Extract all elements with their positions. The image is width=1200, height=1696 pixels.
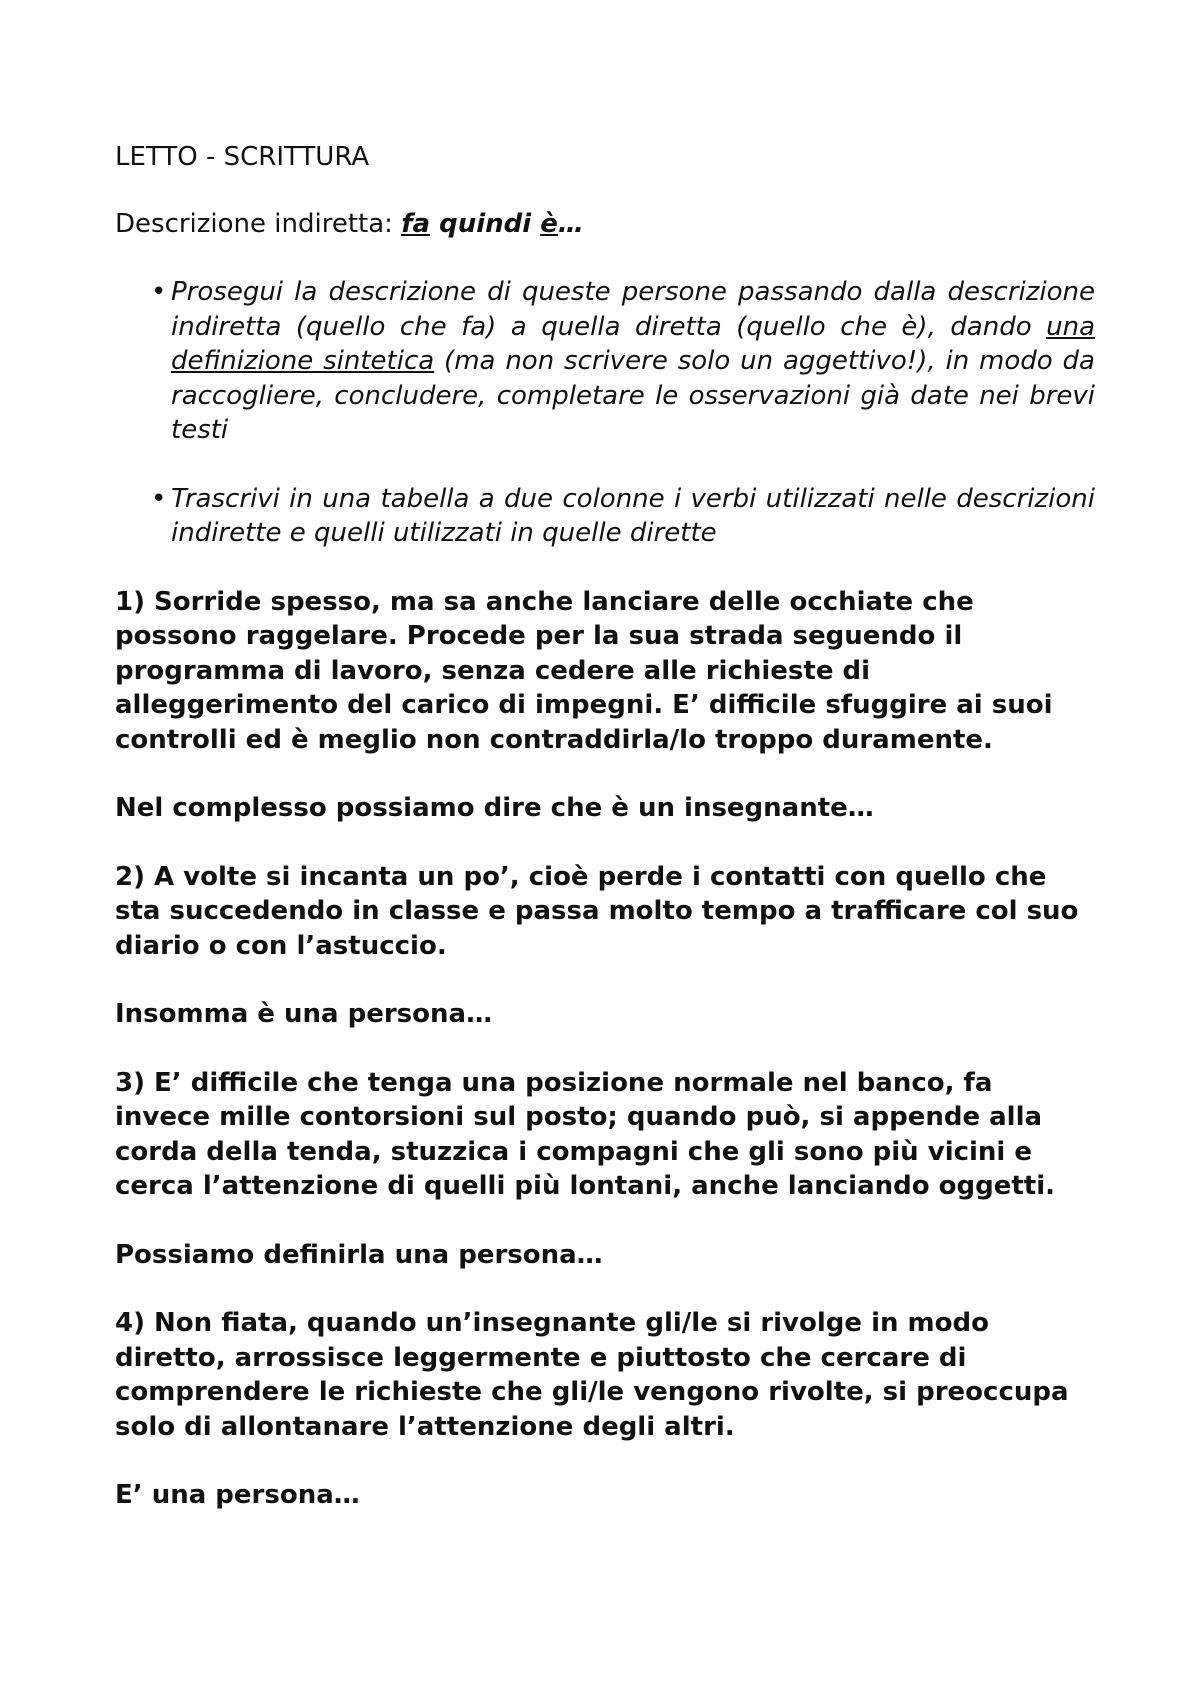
instruction-item	[115, 482, 1095, 551]
subtitle-quindi: quindi	[430, 208, 541, 239]
exercise-4-text: 4) Non fiata, quando un’insegnante gli/le si rivolge in modo diretto, arrossisce leggermente e piuttosto che cercare di comprendere le richieste che gli/le vengono rivolte, si preoccupa solo di allontanare l’attenzione degli altri.	[115, 1308, 1069, 1442]
exercise-4-prompt: E’ una persona…	[115, 1480, 360, 1510]
instruction-text-before: Prosegui la descrizione di queste persone passando dalla descrizione indiretta (quello che fa) a quella diretta (quello che è), dando	[171, 277, 1095, 342]
document-content	[115, 140, 1095, 1547]
instruction-list	[115, 275, 1095, 551]
exercise-1-text: 1) Sorride spesso, ma sa anche lanciare delle occhiate che possono raggelare. Procede per la sua strada seguendo il programma di lavoro, senza cedere alle richieste di alleggerimento del carico di impegni. E’ difficile sfuggire ai suoi controlli ed è meglio non contraddirla/lo troppo duramente.	[115, 586, 1053, 755]
bullet-icon: •	[151, 277, 167, 307]
subtitle-e: è	[540, 208, 558, 239]
instruction-item	[115, 275, 1095, 448]
exercise-3-text: 3) E’ difficile che tenga una posizione normale nel banco, fa invece mille contorsioni sul posto; quando può, si appende alla corda della tenda, stuzzica i compagni che gli sono più vicini e cerca l’attenzione di quelli più lontani, anche lanciando oggetti.	[115, 1067, 1056, 1201]
subtitle-key-phrase	[401, 209, 584, 239]
subtitle-ellipsis: …	[557, 208, 584, 239]
exercise-1-prompt: Nel complesso possiamo dire che è un insegnante…	[115, 793, 874, 823]
bullet-icon: •	[151, 483, 167, 514]
instruction-text: Trascrivi in una tabella a due colonne i verbi utilizzati nelle descrizioni indirette e quelli utilizzati in quelle dirette	[171, 483, 1095, 548]
instruction-underlined-text: una definizione sintetica	[171, 311, 1095, 376]
instruction-text-after: (ma non scrivere solo un aggettivo!), in modo da raccogliere, concludere, completare le osservazioni già date nei brevi testi	[171, 346, 1095, 445]
exercise-2-text: 2) A volte si incanta un po’, cioè perde i contatti con quello che sta succedendo in classe e passa molto tempo a trafficare col suo diario o con l’astuccio.	[115, 861, 1079, 961]
document-title: LETTO - SCRITTURA	[115, 142, 370, 172]
document-subtitle	[115, 207, 1095, 242]
subtitle-fa: fa	[401, 208, 431, 239]
exercise-3-prompt: Possiamo definirla una persona…	[115, 1239, 603, 1270]
subtitle-label: Descrizione indiretta:	[115, 208, 402, 239]
exercise-2-prompt: Insomma è una persona…	[115, 999, 493, 1029]
